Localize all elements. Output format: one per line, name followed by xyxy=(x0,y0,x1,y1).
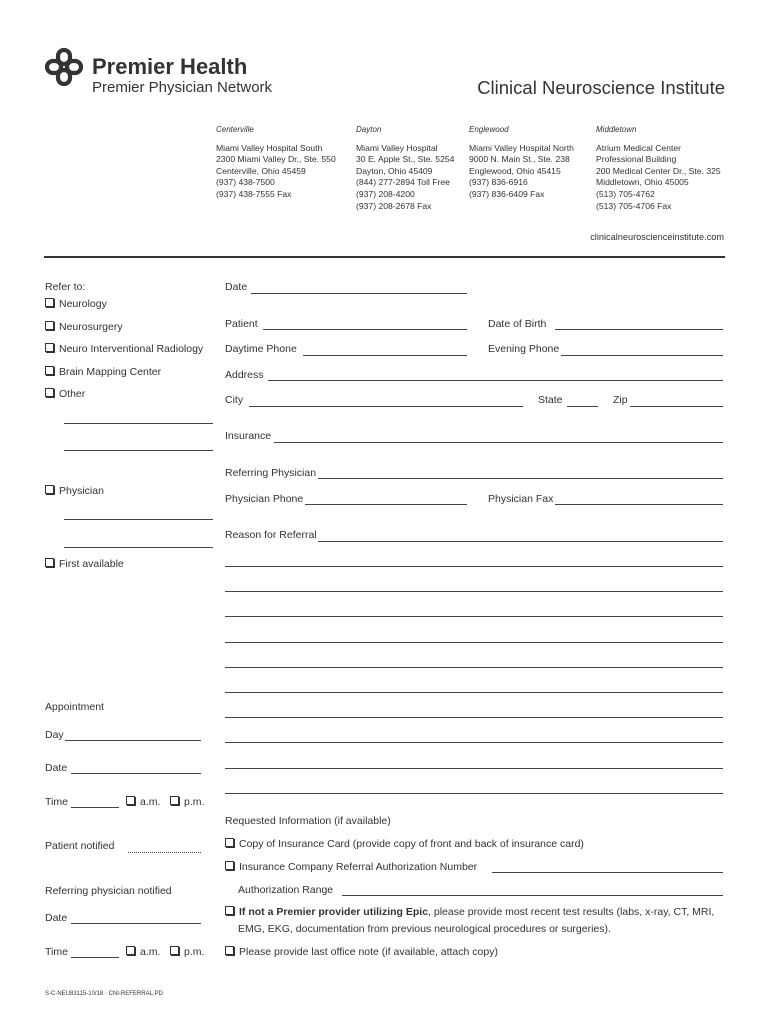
ref-time-label: Time xyxy=(45,946,68,958)
website-link[interactable]: clinicalneuroscienceinstitute.com xyxy=(590,232,724,242)
physician-fax-field[interactable] xyxy=(555,504,723,505)
checkbox-icon[interactable] xyxy=(225,946,234,955)
dob-label: Date of Birth xyxy=(488,318,547,330)
footer-code: S-C-NEU83115-10/18 · CNI-REFERRAL.PD xyxy=(45,991,163,997)
reason-line[interactable] xyxy=(225,742,723,743)
patient-field[interactable] xyxy=(263,329,467,330)
physician-line-1[interactable] xyxy=(64,519,213,520)
reason-field[interactable] xyxy=(318,541,723,542)
appt-am[interactable]: a.m. xyxy=(126,796,160,808)
ref-am[interactable]: a.m. xyxy=(126,946,160,958)
ref-time-field[interactable] xyxy=(71,957,119,958)
daytime-phone-field[interactable] xyxy=(303,355,467,356)
brand-name: Premier Health xyxy=(92,54,248,79)
refer-brain-mapping[interactable]: Brain Mapping Center xyxy=(45,366,161,378)
req-copy-insurance[interactable]: Copy of Insurance Card (provide copy of front and back of insurance card) xyxy=(225,838,584,850)
checkbox-icon[interactable] xyxy=(225,906,234,915)
ref-pm[interactable]: p.m. xyxy=(170,946,204,958)
reason-line[interactable] xyxy=(225,717,723,718)
checkbox-icon[interactable] xyxy=(45,343,54,352)
appt-time-label: Time xyxy=(45,796,68,808)
physician-line-2[interactable] xyxy=(64,547,213,548)
insurance-field[interactable] xyxy=(274,442,723,443)
zip-label: Zip xyxy=(613,394,628,406)
other-line-1[interactable] xyxy=(64,423,213,424)
referring-physician-field[interactable] xyxy=(318,478,723,479)
institute-title: Clinical Neuroscience Institute xyxy=(477,77,725,98)
checkbox-icon[interactable] xyxy=(225,838,234,847)
appointment-heading: Appointment xyxy=(45,701,104,713)
physician-fax-label: Physician Fax xyxy=(488,493,554,505)
reason-line[interactable] xyxy=(225,692,723,693)
auth-range-label: Authorization Range xyxy=(238,884,334,896)
reason-line[interactable] xyxy=(225,616,723,617)
appt-date-field[interactable] xyxy=(71,773,201,774)
checkbox-icon[interactable] xyxy=(45,321,54,330)
patient-label: Patient xyxy=(225,318,258,330)
ref-date-field[interactable] xyxy=(71,923,201,924)
physician-phone-field[interactable] xyxy=(305,504,467,505)
checkbox-icon[interactable] xyxy=(126,796,135,805)
daytime-phone-label: Daytime Phone xyxy=(225,343,297,355)
checkbox-icon[interactable] xyxy=(126,946,135,955)
date-label: Date xyxy=(225,281,248,293)
office-middletown: Middletown Atrium Medical Center Professional Building 200 Medical Center Dr., Ste. 325 Middletown, Ohio 45005 (513) 705-4762 (513) 705-4706 Fax xyxy=(596,125,721,211)
checkbox-icon[interactable] xyxy=(170,946,179,955)
appt-day-label: Day xyxy=(45,729,64,741)
evening-phone-label: Evening Phone xyxy=(488,343,560,355)
reason-line[interactable] xyxy=(225,591,723,592)
appt-date-label: Date xyxy=(45,762,68,774)
refer-neuro-interventional[interactable]: Neuro Interventional Radiology xyxy=(45,343,203,355)
logo-mark-icon xyxy=(44,47,88,91)
refer-physician[interactable]: Physician xyxy=(45,485,104,497)
refer-neurosurgery[interactable]: Neurosurgery xyxy=(45,321,123,333)
insurance-label: Insurance xyxy=(225,430,272,442)
req-not-premier[interactable]: If not a Premier provider utilizing Epic, please provide most recent test results (labs, x-ray, CT, MRI, xyxy=(225,906,714,918)
ref-date-label: Date xyxy=(45,912,68,924)
state-label: State xyxy=(538,394,563,406)
reason-line[interactable] xyxy=(225,642,723,643)
patient-notified-field[interactable] xyxy=(128,852,201,853)
req-auth-number[interactable]: Insurance Company Referral Authorization Number xyxy=(225,861,477,873)
dob-field[interactable] xyxy=(555,329,723,330)
appt-pm[interactable]: p.m. xyxy=(170,796,204,808)
req-office-note[interactable]: Please provide last office note (if available, attach copy) xyxy=(225,946,498,958)
premier-health-logo xyxy=(44,47,88,91)
state-field[interactable] xyxy=(567,406,598,407)
office-dayton: Dayton Miami Valley Hospital 30 E. Apple St., Ste. 5254 Dayton, Ohio 45409 (844) 277-2894 Toll Free (937) 208-4200 (937) 208-2678 Fax xyxy=(356,125,455,211)
checkbox-icon[interactable] xyxy=(45,485,54,494)
refer-heading: Refer to: xyxy=(45,281,86,293)
reason-label: Reason for Referral xyxy=(225,529,317,541)
checkbox-icon[interactable] xyxy=(45,366,54,375)
checkbox-icon[interactable] xyxy=(45,388,54,397)
office-centerville: Centerville Miami Valley Hospital South 2300 Miami Valley Dr., Ste. 550 Centerville, Ohio 45459 (937) 438-7500 (937) 438-7555 Fax xyxy=(216,125,336,199)
city-field[interactable] xyxy=(249,406,523,407)
evening-phone-field[interactable] xyxy=(561,355,723,356)
date-field[interactable] xyxy=(251,293,467,294)
physician-phone-label: Physician Phone xyxy=(225,493,304,505)
office-englewood: Englewood Miami Valley Hospital North 9000 N. Main St., Ste. 238 Englewood, Ohio 45415 (937) 836-6916 (937) 836-6409 Fax xyxy=(469,125,574,199)
address-label: Address xyxy=(225,369,264,381)
checkbox-icon[interactable] xyxy=(45,558,54,567)
auth-number-field[interactable] xyxy=(492,872,723,873)
header-divider xyxy=(44,256,725,258)
auth-range-field[interactable] xyxy=(342,895,723,896)
req-not-premier-line2: EMG, EKG, documentation from previous neurological procedures or surgeries). xyxy=(238,923,611,935)
refer-other[interactable]: Other xyxy=(45,388,85,400)
other-line-2[interactable] xyxy=(64,450,213,451)
refer-first-available[interactable]: First available xyxy=(45,558,124,570)
brand-subtitle: Premier Physician Network xyxy=(92,79,273,96)
appt-time-field[interactable] xyxy=(71,807,119,808)
zip-field[interactable] xyxy=(630,406,723,407)
ref-notified-label: Referring physician notified xyxy=(45,885,172,897)
checkbox-icon[interactable] xyxy=(225,861,234,870)
appt-day-field[interactable] xyxy=(65,740,201,741)
address-field[interactable] xyxy=(268,380,723,381)
city-label: City xyxy=(225,394,244,406)
reason-line[interactable] xyxy=(225,793,723,794)
reason-line[interactable] xyxy=(225,566,723,567)
patient-notified-label: Patient notified xyxy=(45,840,115,852)
checkbox-icon[interactable] xyxy=(170,796,179,805)
refer-neurology[interactable]: Neurology xyxy=(45,298,107,310)
reason-line[interactable] xyxy=(225,667,723,668)
requested-heading: Requested Information (if available) xyxy=(225,815,391,827)
reason-line[interactable] xyxy=(225,768,723,769)
checkbox-icon[interactable] xyxy=(45,298,54,307)
referring-physician-label: Referring Physician xyxy=(225,467,317,479)
